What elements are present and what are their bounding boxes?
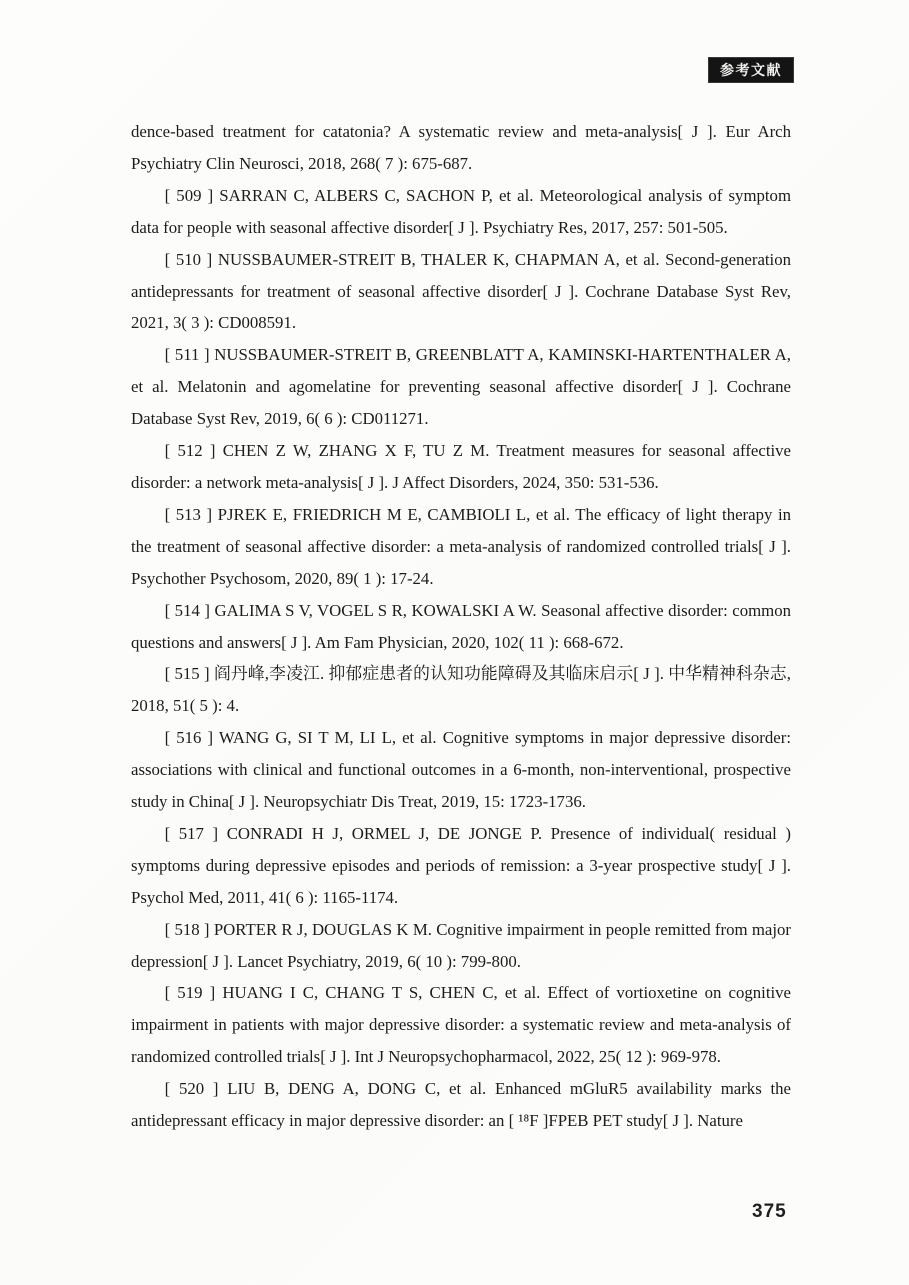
reference-513: [ 513 ] PJREK E, FRIEDRICH M E, CAMBIOLI L, et al. The efficacy of light therapy in the treatment of seasonal affective disorder: a meta-analysis of randomized controlled trials[ J ]. Psychother Psychosom, 2020, 89( 1 ): 17-24. — [131, 504, 791, 588]
page-number: 375 — [752, 1201, 787, 1222]
references-list — [131, 116, 791, 1137]
reference-511: [ 511 ] NUSSBAUMER-STREIT B, GREENBLATT A, KAMINSKI-HARTENTHALER A, et al. Melatonin and agomelatine for preventing seasonal affective disorder[ J ]. Cochrane Database Syst Rev, 2019, 6( 6 ): CD011271. — [131, 345, 791, 429]
reference-continuation: dence-based treatment for catatonia? A systematic review and meta-analysis[ J ]. Eur Arch Psychiatry Clin Neurosci, 2018, 268( 7 ): 675-687. — [131, 122, 791, 173]
reference-509: [ 509 ] SARRAN C, ALBERS C, SACHON P, et al. Meteorological analysis of symptom data for people with seasonal affective disorder[ J ]. Psychiatry Res, 2017, 257: 501-505. — [131, 185, 791, 237]
reference-514: [ 514 ] GALIMA S V, VOGEL S R, KOWALSKI A W. Seasonal affective disorder: common questions and answers[ J ]. Am Fam Physician, 2020, 102( 11 ): 668-672. — [131, 600, 791, 652]
reference-520: [ 520 ] LIU B, DENG A, DONG C, et al. Enhanced mGluR5 availability marks the antidepressant efficacy in major depressive disorder: an [ ¹⁸F ]FPEB PET study[ J ]. Nature — [131, 1079, 791, 1131]
reference-512: [ 512 ] CHEN Z W, ZHANG X F, TU Z M. Treatment measures for seasonal affective disorder: a network meta-analysis[ J ]. J Affect Disorders, 2024, 350: 531-536. — [131, 441, 791, 492]
reference-518: [ 518 ] PORTER R J, DOUGLAS K M. Cognitive impairment in people remitted from major depression[ J ]. Lancet Psychiatry, 2019, 6( 10 ): 799-800. — [131, 919, 791, 971]
reference-515: [ 515 ] 阎丹峰,李凌江. 抑郁症患者的认知功能障碍及其临床启示[ J ]. 中华精神科杂志, 2018, 51( 5 ): 4. — [131, 664, 791, 716]
reference-519: [ 519 ] HUANG I C, CHANG T S, CHEN C, et al. Effect of vortioxetine on cognitive impairment in patients with major depressive disorder: a systematic review and meta-analysis of randomized controlled trials[ J ]. Int J Neuropsychopharmacol, 2022, 25( 12 ): 969-978. — [131, 983, 791, 1067]
reference-510: [ 510 ] NUSSBAUMER-STREIT B, THALER K, CHAPMAN A, et al. Second-generation antidepressants for treatment of seasonal affective disorder[ J ]. Cochrane Database Syst Rev, 2021, 3( 3 ): CD008591. — [131, 249, 791, 333]
references-section-badge: 参考文献 — [709, 58, 793, 82]
reference-517: [ 517 ] CONRADI H J, ORMEL J, DE JONGE P. Presence of individual( residual ) symptoms during depressive episodes and periods of remission: a 3-year prospective study[ J ]. Psychol Med, 2011, 41( 6 ): 1165-1174. — [131, 823, 791, 907]
reference-516: [ 516 ] WANG G, SI T M, LI L, et al. Cognitive symptoms in major depressive disorder: associations with clinical and functional outcomes in a 6-month, non-interventional, prospective study in China[ J ]. Neuropsychiatr Dis Treat, 2019, 15: 1723-1736. — [131, 728, 791, 812]
